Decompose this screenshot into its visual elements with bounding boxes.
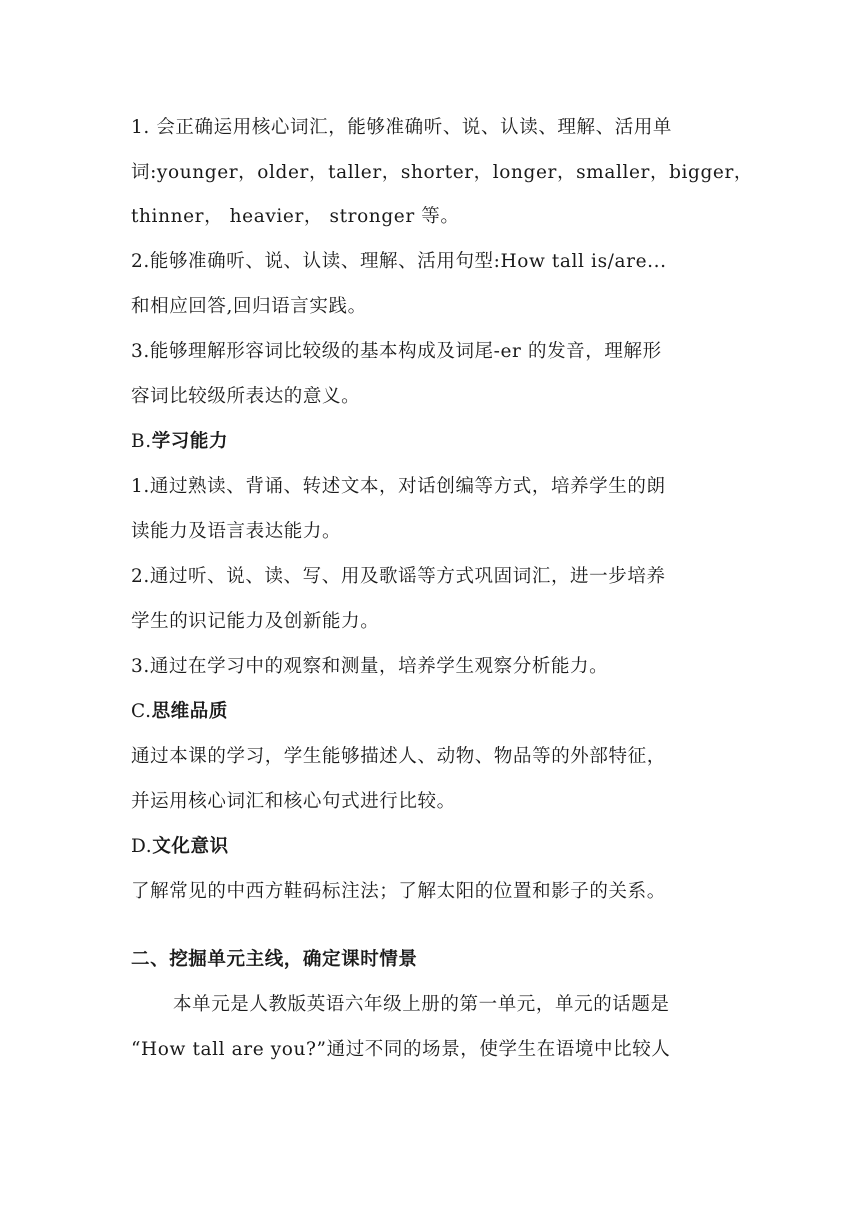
learning-item3-line1: 3.通过在学习中的观察和测量，培养学生观察分析能力。 bbox=[131, 656, 609, 677]
knowledge-item1-line1: 1. 会正确运用核心词汇，能够准确听、说、认读、理解、活用单 bbox=[131, 117, 673, 138]
heading-text: 思维品质 bbox=[151, 701, 228, 722]
knowledge-item1-line3: thinner， heavier， stronger 等。 bbox=[131, 206, 460, 227]
knowledge-item3-line1: 3.能够理解形容词比较级的基本构成及词尾-er 的发音，理解形 bbox=[131, 341, 662, 362]
learning-item2-line1: 2.通过听、说、读、写、用及歌谣等方式巩固词汇，进一步培养 bbox=[131, 566, 666, 587]
section2-para-line2: “How tall are you?”通过不同的场景，使学生在语境中比较人 bbox=[131, 1039, 671, 1060]
thinking-line1: 通过本课的学习，学生能够描述人、动物、物品等的外部特征， bbox=[131, 746, 666, 767]
thinking-line2: 并运用核心词汇和核心句式进行比较。 bbox=[131, 791, 456, 812]
heading-text: 文化意识 bbox=[152, 836, 229, 857]
heading-prefix: C. bbox=[131, 701, 152, 722]
learning-item1-line1: 1.通过熟读、背诵、转述文本，对话创编等方式，培养学生的朗 bbox=[131, 476, 666, 497]
heading-prefix: B. bbox=[131, 431, 152, 452]
heading-prefix: D. bbox=[131, 836, 153, 857]
knowledge-item1-line2: 词:younger，older，taller，shorter，longer，smaller，bigger， bbox=[131, 162, 754, 183]
knowledge-item2-line2: 和相应回答,回归语言实践。 bbox=[131, 296, 367, 317]
thinking-heading bbox=[131, 700, 228, 724]
learning-item1-line2: 读能力及语言表达能力。 bbox=[131, 521, 342, 542]
heading-text: 学习能力 bbox=[151, 431, 229, 452]
learning-ability-heading bbox=[131, 430, 228, 454]
section2-para-line1: 本单元是人教版英语六年级上册的第一单元，单元的话题是 bbox=[173, 994, 670, 1015]
knowledge-item2-line1: 2.能够准确听、说、认读、理解、活用句型:How tall is/are... bbox=[131, 251, 667, 272]
culture-line1: 了解常见的中西方鞋码标注法；了解太阳的位置和影子的关系。 bbox=[131, 881, 666, 902]
section2-heading: 二、挖掘单元主线，确定课时情景 bbox=[131, 949, 418, 970]
knowledge-item3-line2: 容词比较级所表达的意义。 bbox=[131, 386, 361, 407]
learning-item2-line2: 学生的识记能力及创新能力。 bbox=[131, 611, 380, 632]
culture-heading bbox=[131, 835, 229, 859]
